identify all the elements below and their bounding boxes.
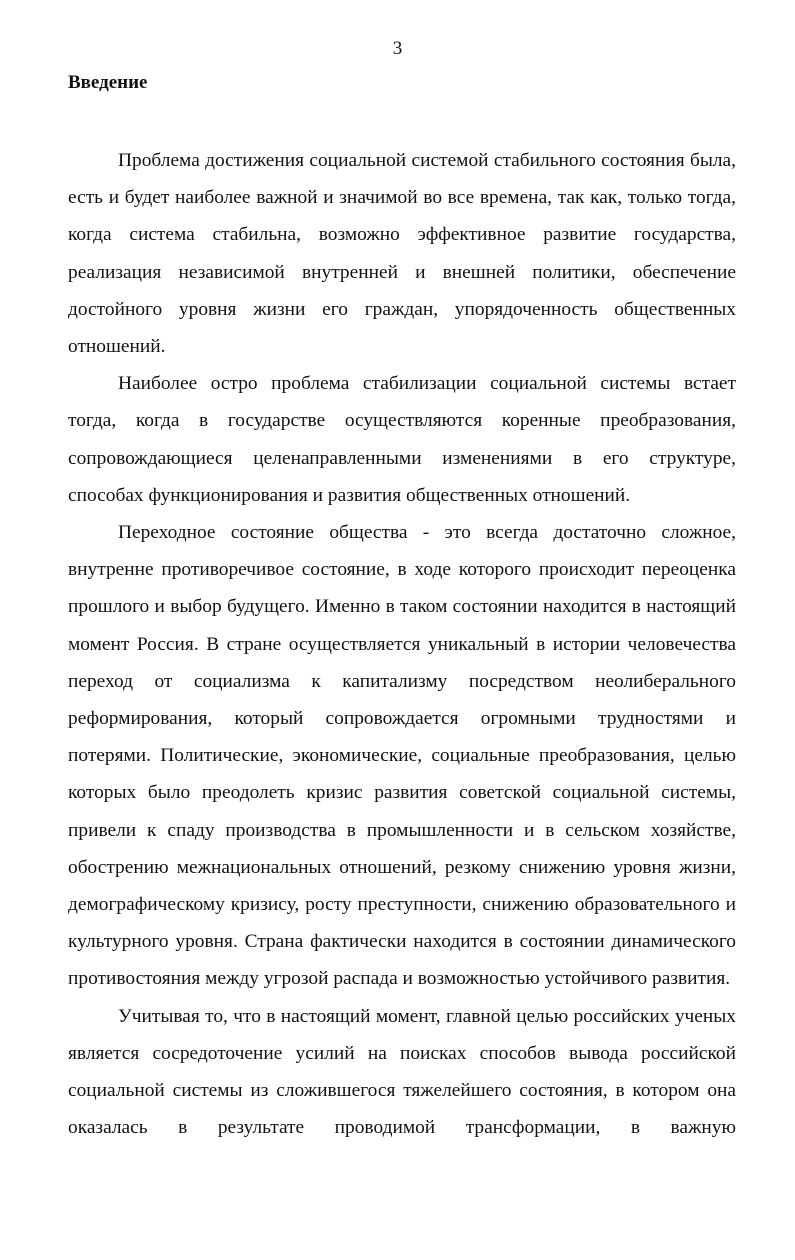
section-heading: Введение xyxy=(68,72,148,93)
paragraph-2: Наиболее остро проблема стабилизации социальной системы встает тогда, когда в государстве осуществляются коренные преобразования, сопровождающиеся целенаправленными изменениями в его структуре, способах функционирования и развития общественных отношений. xyxy=(68,373,736,506)
paragraph-3: Переходное состояние общества - это всегда достаточно сложное, внутренне противоречивое состояние, в ходе которого происходит переоценка прошлого и выбор будущего. Именно в таком состоянии находится в настоящий момент Россия. В стране осуществляется уникальный в истории человечества переход от социализма к капитализму посредством неолиберального реформирования, который сопровождается огромными трудностями и потерями. Политические, экономические, социальные преобразования, целью которых было преодолеть кризис развития советской социальной системы, привели к спаду производства в промышленности и в сельском хозяйстве, обострению межнациональных отношений, резкому снижению уровня жизни, демографическому кризису, росту преступности, снижению образовательного и культурного уровня. Страна фактически находится в состоянии динамического противостояния между угрозой распада и возможностью устойчивого развития. xyxy=(68,522,736,990)
document-body xyxy=(68,142,736,1146)
page-number: 3 xyxy=(392,38,403,59)
paragraph-4: Учитывая то, что в настоящий момент, главной целью российских ученых является сосредоточение усилий на поисках способов вывода российской социальной системы из сложившегося тяжелейшего состояния, в котором она оказалась в результате проводимой трансформации, в важную xyxy=(68,1005,736,1139)
paragraph-1: Проблема достижения социальной системой стабильного состояния была, есть и будет наиболее важной и значимой во все времена, так как, только тогда, когда система стабильна, возможно эффективное развитие государства, реализация независимой внутренней и внешней политики, обеспечение достойного уровня жизни его граждан, упорядоченность общественных отношений. xyxy=(68,150,736,358)
